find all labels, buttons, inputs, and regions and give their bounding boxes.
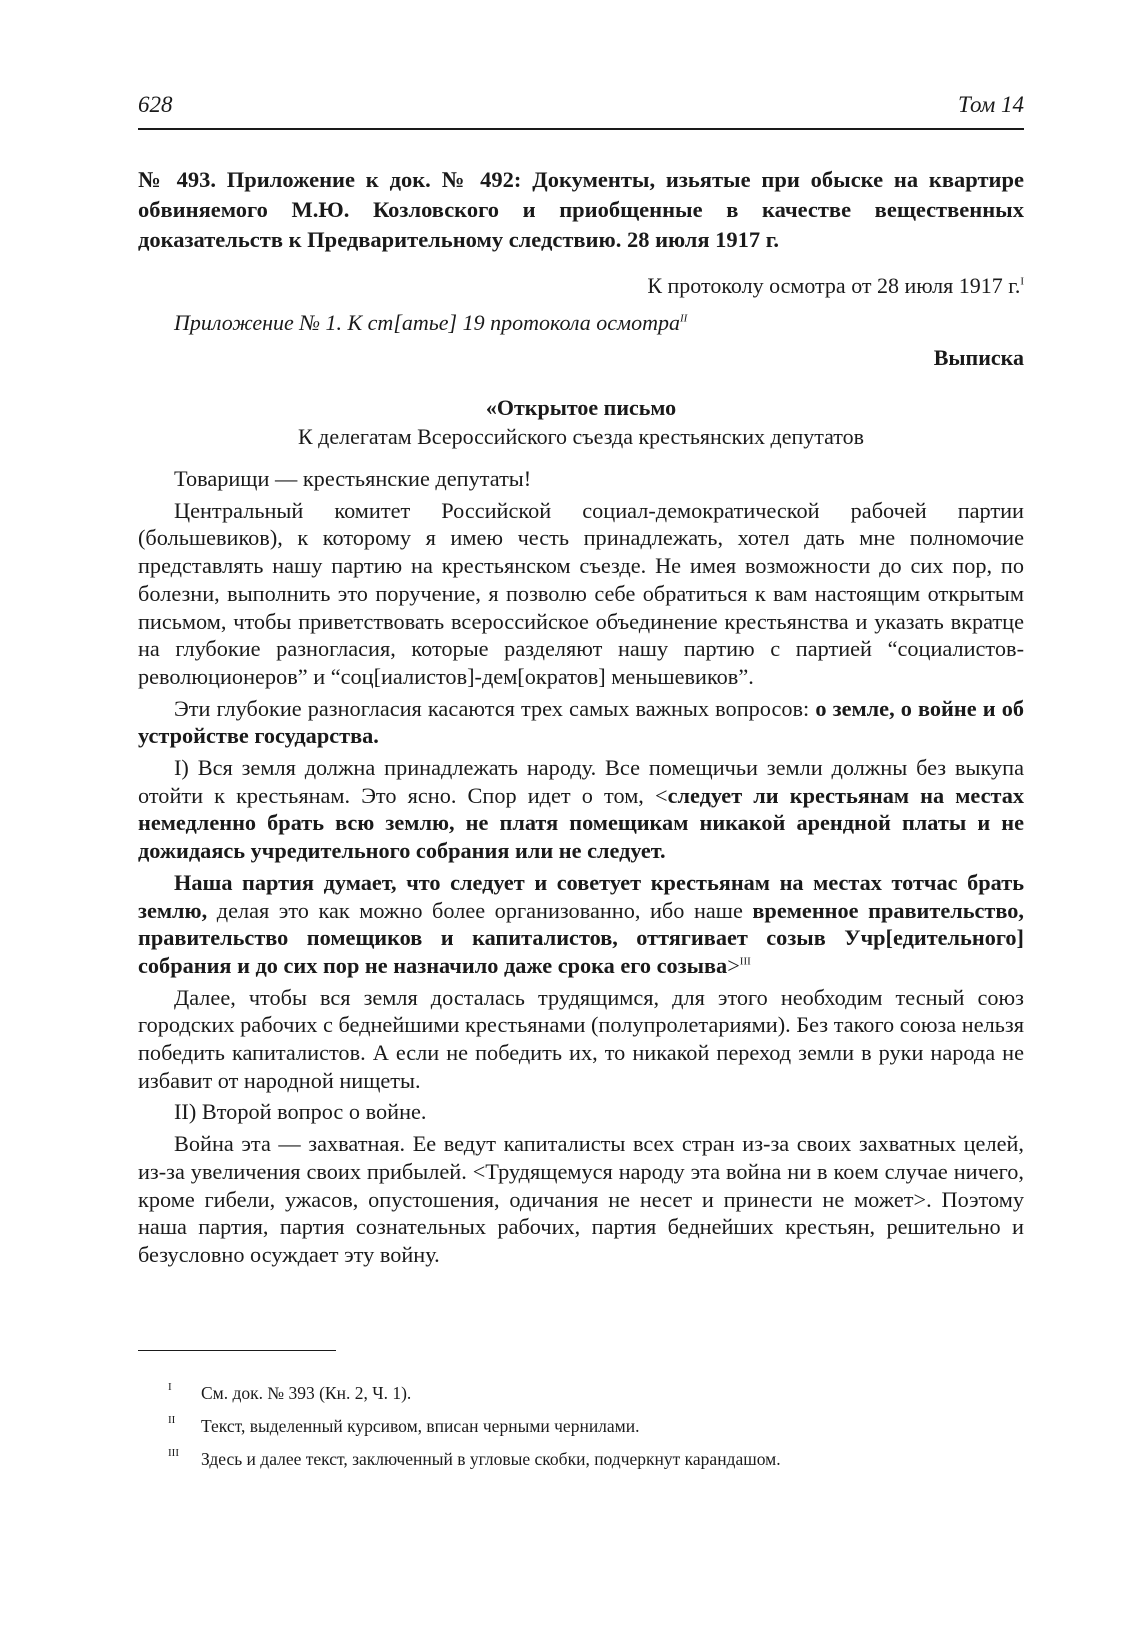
paragraph: Наша партия думает, что следует и советует крестьянам на местах тотчас брать землю, делая это как можно более организованно, ибо наше временное правительство, правительство помещиков и капиталистов, оттягивает созыв Учр[едительного] собрания и до сих пор не назначило даже срока его созыва>$^{III}$: [138, 869, 1024, 978]
appendix-line: Приложение № 1. К ст[атье] 19 протокола осмотра$^{II}$: [174, 310, 688, 335]
paragraph: Эти глубокие разногласия касаются трех самых важных вопросов: о земле, о войне и об устройстве государства.: [138, 695, 1024, 749]
paragraph: Центральный комитет Российской социал-демократической рабочей партии (большевиков), к которому я имею честь принадлежать, хотел дать мне полномочие представлять нашу партию на крестьянском съезде. Не имея возможности до сих пор, по болезни, выполнить это поручение, я позволю себе обратиться к вам настоящим открытым письмом, чтобы приветствовать всероссийское объединение крестьянства и указать вкратце на глубокие разногласия, которые разделяют нашу партию с партией “социалистов-революционеров” и “соц[иалистов]-дем[ократов] меньшевиков”.: [138, 497, 1024, 689]
running-header: [138, 88, 1024, 130]
footnote-ref: I: [1020, 275, 1024, 288]
paragraph: Далее, чтобы вся земля досталась трудящимся, для этого необходим тесный союз городских рабочих с беднейшими крестьянами (полупролетариями). Без такого союза нельзя победить капиталистов. А если не победить их, то никакой переход земли в руки народа не избавит от народной нищеты.: [138, 984, 1024, 1093]
letter-body: [138, 465, 1024, 1273]
footnote-text: См. док. № 393 (Кн. 2, Ч. 1).: [201, 1383, 412, 1403]
footnote-text: Текст, выделенный курсивом, вписан черными чернилами.: [201, 1416, 640, 1436]
paragraph: I) Вся земля должна принадлежать народу. Все помещичьи земли должны без выкупа отойти к крестьянам. Это ясно. Спор идет о том, <следует ли крестьянам на местах немедленно брать всю землю, не платя помещикам никакой арендной платы и не дожидаясь учредительного собрания или не следует.: [138, 755, 1025, 864]
footnote-text: Здесь и далее текст, заключенный в угловые скобки, подчеркнут карандашом.: [201, 1449, 781, 1469]
footnote-mark: III: [168, 1447, 179, 1459]
footnote-mark: I: [168, 1381, 172, 1393]
emphasis: о земле, о войне и об устройстве государства.: [138, 695, 1024, 749]
footnote-mark: II: [168, 1414, 176, 1426]
paragraph: Товарищи — крестьянские депутаты!: [174, 466, 532, 491]
footnote-divider: [138, 1350, 336, 1351]
paragraph: Война эта — захватная. Ее ведут капиталисты всех стран из-за своих захватных целей, из-за увеличения своих прибылей. <Трудящемуся народу эта война ни в коем случае ничего, кроме гибели, ужасов, опустошения, одичания не несет и принести не может>. Поэтому наша партия, партия сознательных рабочих, партия беднейших крестьян, решительно и безусловно осуждает эту войну.: [138, 1131, 1024, 1267]
footnote-ref: II: [679, 312, 688, 325]
letter-subtitle: К делегатам Всероссийского съезда крестьянских депутатов: [297, 424, 865, 449]
paragraph: II) Второй вопрос о войне.: [174, 1099, 427, 1125]
emphasis: Наша партия думает, что следует и советует крестьянам на местах тотчас брать землю,: [138, 869, 1024, 923]
letter-title: «Открытое письмо: [485, 395, 677, 420]
volume-label: Том 14: [957, 92, 1024, 117]
protocol-reference: К протоколу осмотра от 28 июля 1917 г.$^I$: [647, 273, 1024, 298]
extract-label: Выписка: [933, 345, 1024, 370]
emphasis: временное правительство, правительство помещиков и капиталистов, оттягивает созыв Учр[едительного] собрания и до сих пор не назначило даже срока его созыва: [138, 897, 1024, 978]
page-number: 628: [138, 92, 173, 117]
footnote-ref: III: [739, 955, 751, 968]
document-title: № 493. Приложение к док. № 492: Документы, изьятые при обыске на квартире обвиняемого М.Ю. Козловского и приобщенные в качестве вещественных доказательств к Предварительному следствию. 28 июля 1917 г.: [138, 167, 1024, 252]
emphasis: следует ли крестьянам на местах немедленно брать всю землю, не платя помещикам никакой арендной платы и не дожидаясь учредительного собрания или не следует.: [138, 782, 1025, 864]
